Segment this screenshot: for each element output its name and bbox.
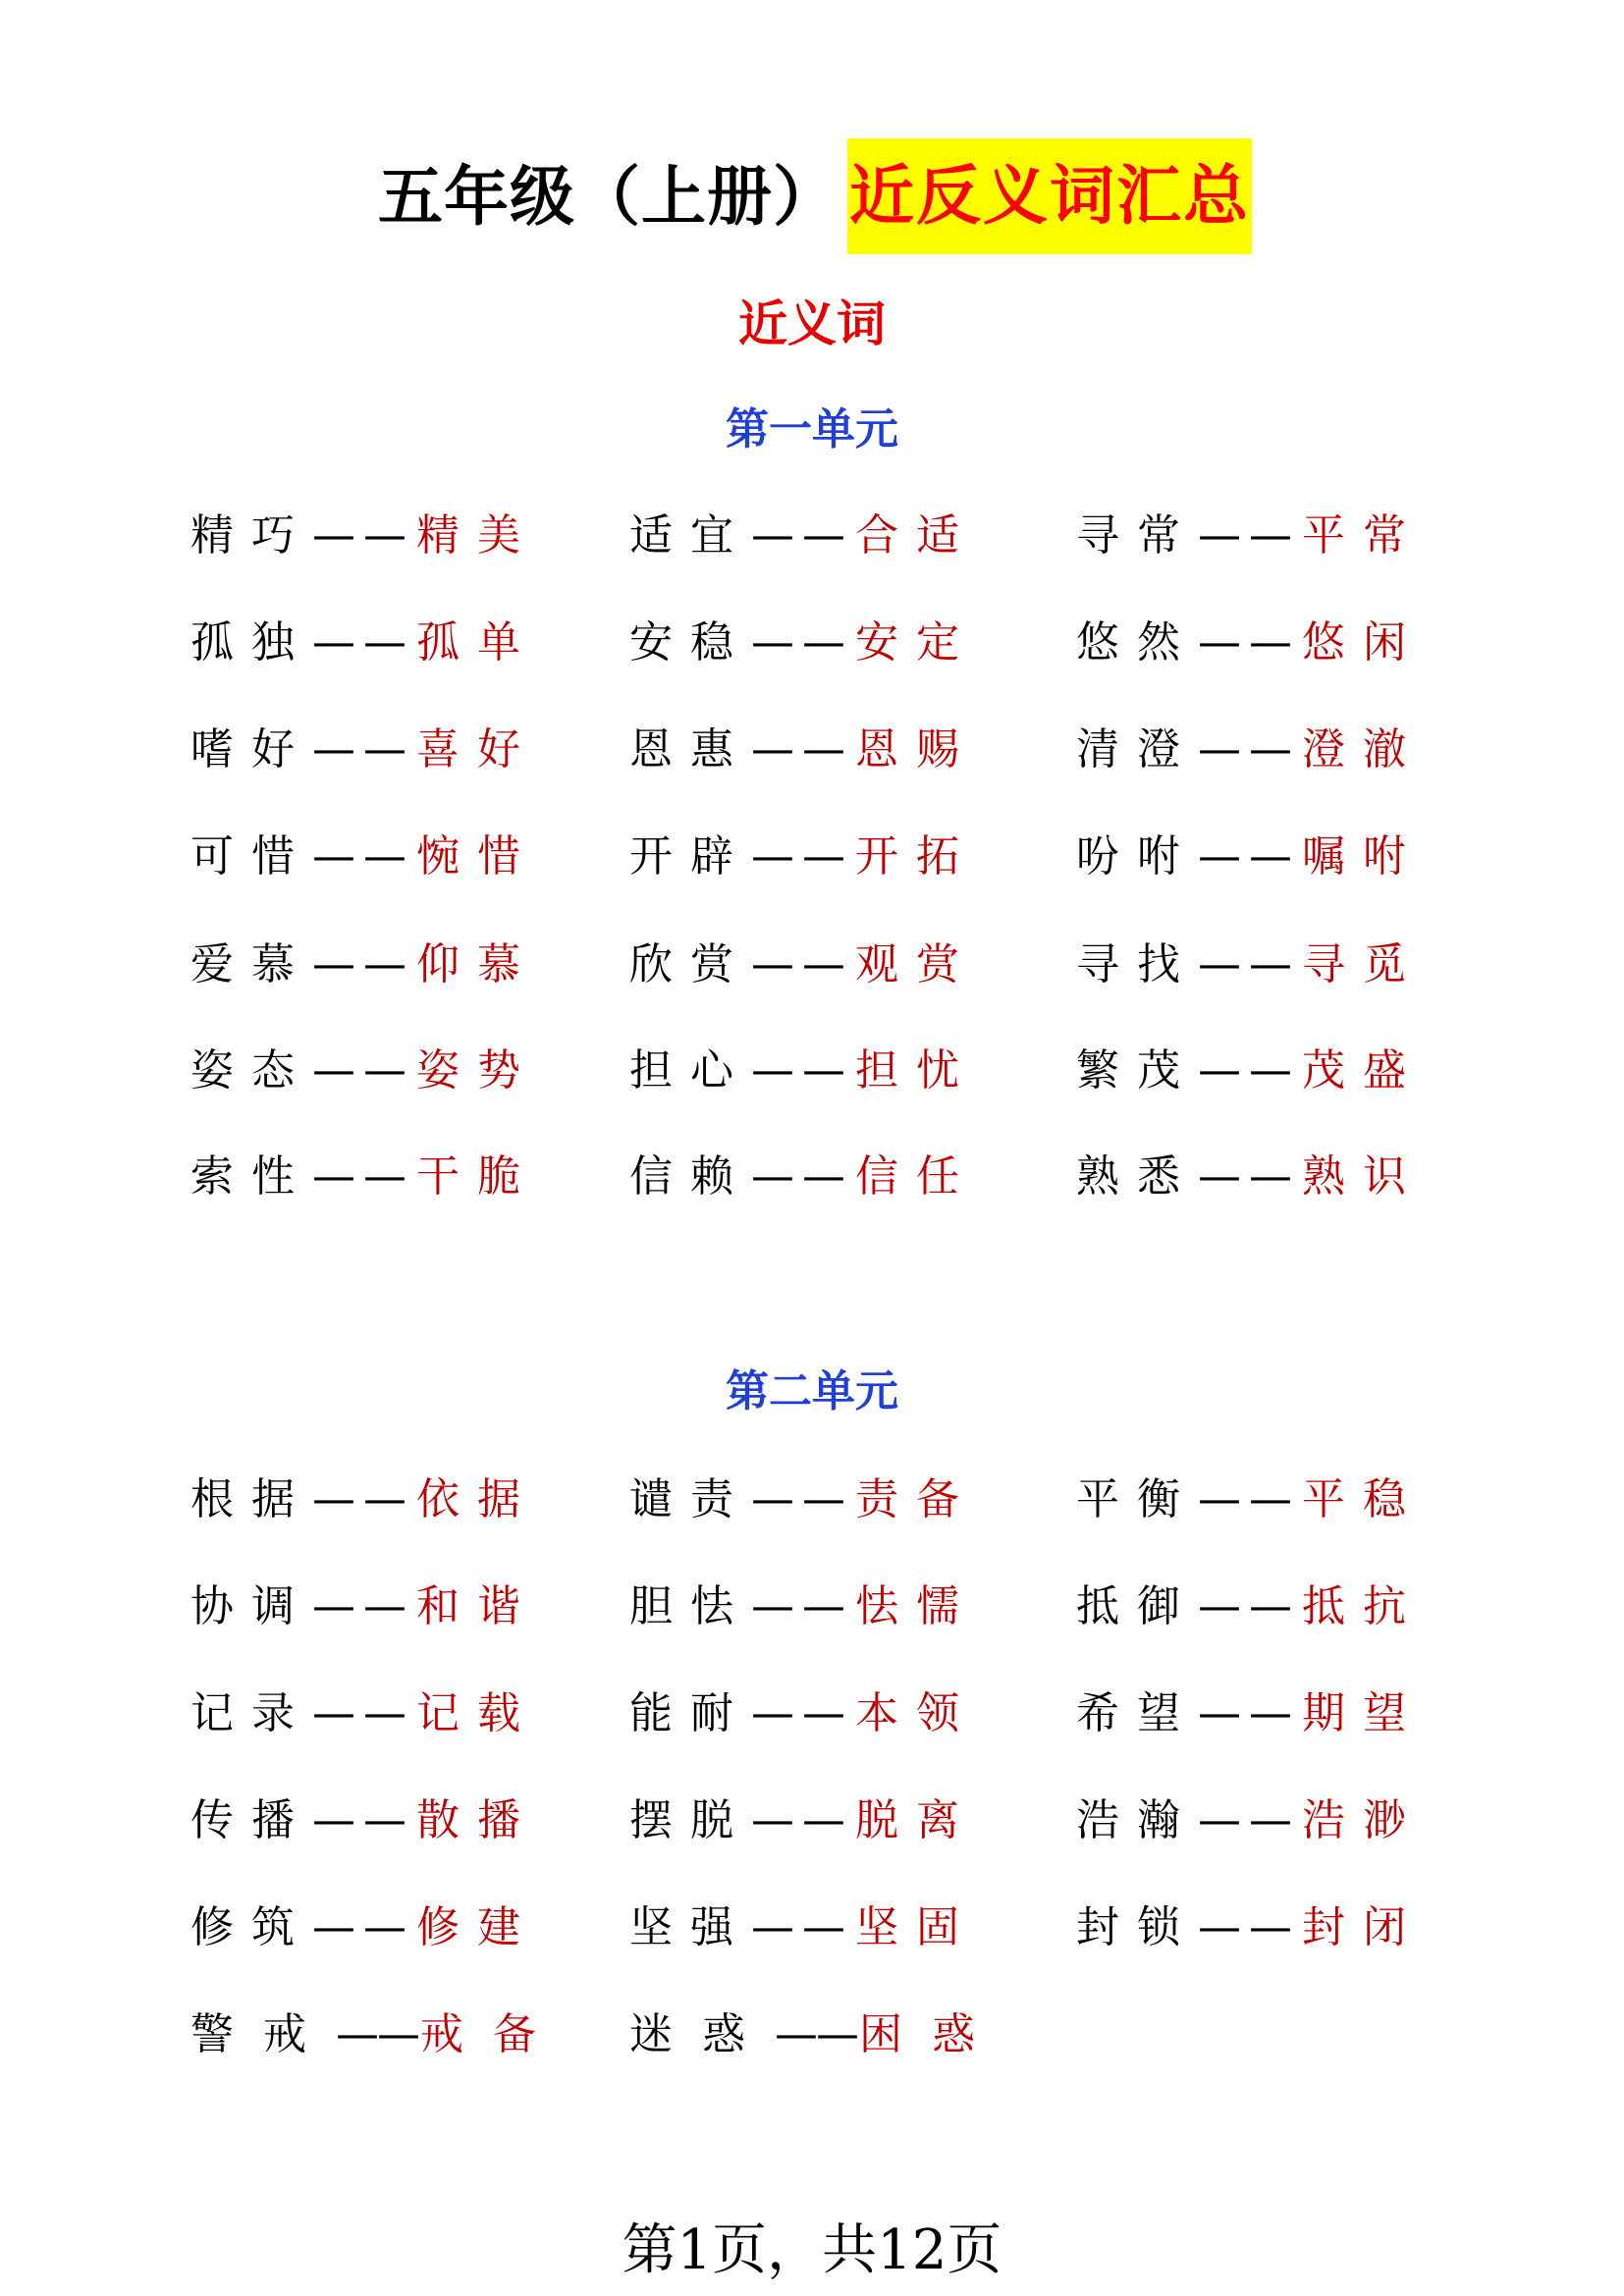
dash-separator: —— (751, 1581, 853, 1631)
word-pair (190, 1898, 538, 1957)
title-grade: 五年级（上册） (378, 159, 839, 235)
synonym: 茂盛 (1302, 1045, 1424, 1095)
word-pair (190, 935, 538, 994)
dash-separator: —— (312, 510, 414, 561)
word-row (0, 1041, 1624, 1100)
document-title (0, 138, 1624, 254)
section-title-synonyms: 近义词 (738, 295, 886, 352)
synonym: 悠闲 (1302, 617, 1424, 667)
synonym: 散播 (416, 1795, 538, 1845)
word-row (0, 1577, 1624, 1636)
word-pair (629, 507, 977, 565)
dash-separator: —— (1198, 1581, 1300, 1631)
synonym: 本领 (855, 1688, 977, 1738)
word: 抵御 (1076, 1581, 1198, 1631)
dash-separator: —— (751, 831, 853, 881)
word: 清澄 (1076, 724, 1198, 774)
word: 孤独 (190, 617, 312, 667)
synonym: 和谐 (416, 1581, 538, 1631)
dash-separator: —— (1198, 510, 1300, 561)
word: 精巧 (190, 510, 312, 561)
dash-separator: —— (751, 724, 853, 774)
word-pair (1076, 1791, 1424, 1850)
word-pair (629, 1148, 977, 1206)
word-row (0, 1148, 1624, 1206)
word-pair (190, 614, 538, 672)
word-row (0, 2005, 1624, 2064)
synonym: 封闭 (1302, 1902, 1424, 1952)
dash-separator: —— (312, 1902, 414, 1952)
synonym: 平稳 (1302, 1474, 1424, 1524)
dash-separator: —— (312, 1045, 414, 1095)
word: 悠然 (1076, 617, 1198, 667)
synonym: 精美 (416, 510, 538, 561)
word-pair (629, 1470, 977, 1529)
dash-separator: —— (775, 2009, 857, 2059)
word: 索性 (190, 1151, 312, 1201)
synonym: 困惑 (859, 2009, 1004, 2059)
dash-separator: —— (751, 1045, 853, 1095)
word: 根据 (190, 1474, 312, 1524)
dash-separator: —— (751, 617, 853, 667)
word-row (0, 1470, 1624, 1529)
synonym: 姿势 (416, 1045, 538, 1095)
word-pair (629, 1684, 977, 1743)
synonym: 恩赐 (855, 724, 977, 774)
dash-separator: —— (1198, 831, 1300, 881)
word: 安稳 (629, 617, 751, 667)
synonym: 担忧 (855, 1045, 977, 1095)
synonym: 记载 (416, 1688, 538, 1738)
word: 胆怯 (629, 1581, 751, 1631)
synonym: 戒备 (420, 2009, 566, 2059)
word: 寻常 (1076, 510, 1198, 561)
dash-separator: —— (1198, 1045, 1300, 1095)
word-row (0, 721, 1624, 779)
synonym: 依据 (416, 1474, 538, 1524)
dash-separator: —— (751, 1902, 853, 1952)
word: 坚强 (629, 1902, 751, 1952)
word: 寻找 (1076, 939, 1198, 989)
word: 警戒 (190, 2009, 336, 2059)
dash-separator: —— (312, 617, 414, 667)
word-row (0, 614, 1624, 672)
word-pair (190, 1148, 538, 1206)
dash-separator: —— (312, 1795, 414, 1845)
word-pair (190, 828, 538, 886)
synonym: 平常 (1302, 510, 1424, 561)
word-pair (1076, 1898, 1424, 1957)
dash-separator: —— (312, 939, 414, 989)
word: 熟悉 (1076, 1151, 1198, 1201)
word: 能耐 (629, 1688, 751, 1738)
word-pair (1076, 1470, 1424, 1529)
word-pair (629, 935, 977, 994)
word: 欣赏 (629, 939, 751, 989)
synonym: 澄澈 (1302, 724, 1424, 774)
synonym: 寻觅 (1302, 939, 1424, 989)
word-pair (629, 721, 977, 779)
word: 适宜 (629, 510, 751, 561)
word: 信赖 (629, 1151, 751, 1201)
synonym: 信任 (855, 1151, 977, 1201)
word: 可惜 (190, 831, 312, 881)
dash-separator: —— (312, 1474, 414, 1524)
synonym: 孤单 (416, 617, 538, 667)
word: 迷惑 (629, 2009, 775, 2059)
synonym: 观赏 (855, 939, 977, 989)
synonym: 浩渺 (1302, 1795, 1424, 1845)
word-pair (190, 2005, 566, 2064)
word: 吩咐 (1076, 831, 1198, 881)
word-pair (1076, 1041, 1424, 1100)
word-row (0, 1791, 1624, 1850)
dash-separator: —— (1198, 939, 1300, 989)
word: 平衡 (1076, 1474, 1198, 1524)
synonym: 喜好 (416, 724, 538, 774)
dash-separator: —— (1198, 1688, 1300, 1738)
dash-separator: —— (312, 1688, 414, 1738)
synonym: 修建 (416, 1902, 538, 1952)
word: 谴责 (629, 1474, 751, 1524)
word: 记录 (190, 1688, 312, 1738)
word: 修筑 (190, 1902, 312, 1952)
dash-separator: —— (312, 724, 414, 774)
word-pair (1076, 1684, 1424, 1743)
word-pair (190, 1041, 538, 1100)
synonym: 仰慕 (416, 939, 538, 989)
word: 姿态 (190, 1045, 312, 1095)
word: 封锁 (1076, 1902, 1198, 1952)
word: 浩瀚 (1076, 1795, 1198, 1845)
word: 嗜好 (190, 724, 312, 774)
word-pair (190, 507, 538, 565)
word-pair (1076, 507, 1424, 565)
dash-separator: —— (751, 939, 853, 989)
word: 爱慕 (190, 939, 312, 989)
word-pair (1076, 1148, 1424, 1206)
dash-separator: —— (751, 510, 853, 561)
word-row (0, 1898, 1624, 1957)
word: 传播 (190, 1795, 312, 1845)
word-pair (190, 1577, 538, 1636)
word-pair (629, 614, 977, 672)
unit-title-2: 第二单元 (726, 1366, 898, 1416)
synonym: 熟识 (1302, 1151, 1424, 1201)
word-pair (190, 1470, 538, 1529)
dash-separator: —— (336, 2009, 418, 2059)
word-row (0, 828, 1624, 886)
word-pair (629, 1898, 977, 1957)
synonym: 干脆 (416, 1151, 538, 1201)
dash-separator: —— (1198, 1795, 1300, 1845)
synonym: 怯懦 (855, 1581, 977, 1631)
synonym: 抵抗 (1302, 1581, 1424, 1631)
dash-separator: —— (751, 1474, 853, 1524)
word: 协调 (190, 1581, 312, 1631)
dash-separator: —— (312, 1151, 414, 1201)
synonym: 合适 (855, 510, 977, 561)
word: 希望 (1076, 1688, 1198, 1738)
dash-separator: —— (751, 1151, 853, 1201)
dash-separator: —— (1198, 724, 1300, 774)
word-row (0, 1684, 1624, 1743)
dash-separator: —— (312, 1581, 414, 1631)
synonym: 安定 (855, 617, 977, 667)
synonym: 期望 (1302, 1688, 1424, 1738)
word: 担心 (629, 1045, 751, 1095)
word: 恩惠 (629, 724, 751, 774)
word-row (0, 935, 1624, 994)
dash-separator: —— (751, 1688, 853, 1738)
word-pair (629, 1041, 977, 1100)
word-pair (629, 1577, 977, 1636)
dash-separator: —— (1198, 617, 1300, 667)
word-pair (629, 1791, 977, 1850)
dash-separator: —— (1198, 1902, 1300, 1952)
synonym: 脱离 (855, 1795, 977, 1845)
word-pair (1076, 935, 1424, 994)
dash-separator: —— (751, 1795, 853, 1845)
synonym: 嘱咐 (1302, 831, 1424, 881)
dash-separator: —— (1198, 1151, 1300, 1201)
word: 开辟 (629, 831, 751, 881)
word-pair (629, 2005, 1004, 2064)
word-pair (1076, 614, 1424, 672)
word-pair (1076, 1577, 1424, 1636)
word-pair (190, 721, 538, 779)
synonym: 惋惜 (416, 831, 538, 881)
word: 摆脱 (629, 1795, 751, 1845)
synonym: 开拓 (855, 831, 977, 881)
word-pair (1076, 721, 1424, 779)
dash-separator: —— (312, 831, 414, 881)
synonym: 责备 (855, 1474, 977, 1524)
word: 繁茂 (1076, 1045, 1198, 1095)
title-highlight: 近反义词汇总 (847, 138, 1252, 254)
unit-title-1: 第一单元 (726, 404, 898, 454)
word-pair (190, 1684, 538, 1743)
synonym: 坚固 (855, 1902, 977, 1952)
word-row (0, 507, 1624, 565)
dash-separator: —— (1198, 1474, 1300, 1524)
page-number: 第1页，共12页 (622, 2218, 1002, 2282)
word-pair (190, 1791, 538, 1850)
word-pair (1076, 828, 1424, 886)
word-pair (629, 828, 977, 886)
